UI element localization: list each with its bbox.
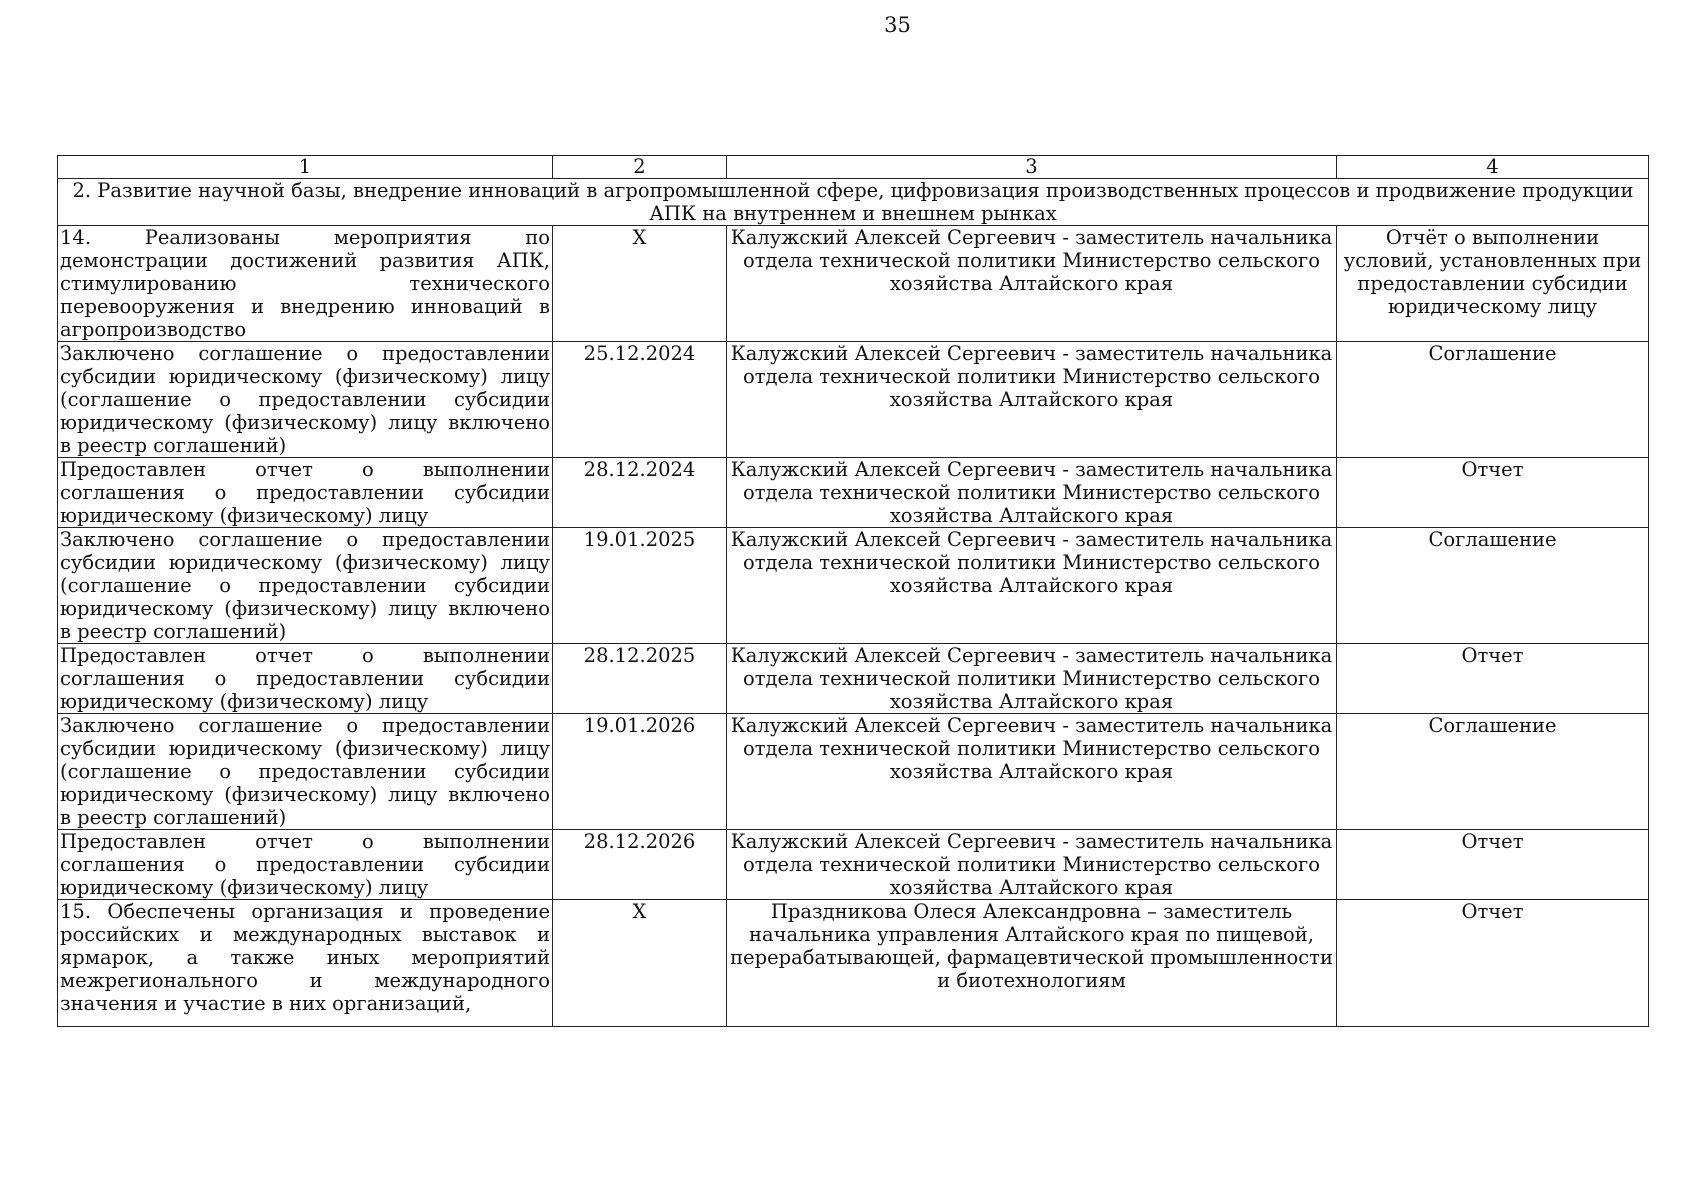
plan-table [57, 155, 1649, 1027]
column-number-2: 2 [553, 156, 727, 179]
date-cell: 28.12.2026 [553, 830, 727, 900]
table-row [58, 528, 1649, 644]
responsible-cell: Калужский Алексей Сергеевич - заместитель начальника отдела технической политики Министерство сельского хозяйства Алтайского края [727, 226, 1337, 342]
table-row [58, 900, 1649, 1027]
document-cell: Отчет [1337, 900, 1649, 1027]
document-cell: Соглашение [1337, 342, 1649, 458]
table-row [58, 644, 1649, 714]
date-cell: X [553, 900, 727, 1027]
date-cell: X [553, 226, 727, 342]
document-cell: Соглашение [1337, 528, 1649, 644]
document-cell: Отчет [1337, 644, 1649, 714]
page-number: 35 [884, 13, 911, 37]
section-row [58, 179, 1649, 226]
document-cell: Отчет [1337, 458, 1649, 528]
date-cell: 19.01.2026 [553, 714, 727, 830]
date-cell: 19.01.2025 [553, 528, 727, 644]
responsible-cell: Калужский Алексей Сергеевич - заместитель начальника отдела технической политики Министерство сельского хозяйства Алтайского края [727, 830, 1337, 900]
responsible-cell: Праздникова Олеся Александровна – заместитель начальника управления Алтайского края по пищевой, перерабатывающей, фармацевтической промышленности и биотехнологиям [727, 900, 1337, 1027]
event-cell: 15. Обеспечены организация и проведение российских и международных выставок и ярмарок, а также иных мероприятий межрегионального и международного значения и участие в них организаций, [58, 900, 553, 1027]
section-title: 2. Развитие научной базы, внедрение инноваций в агропромышленной сфере, цифровизация производственных процессов и продвижение продукции АПК на внутреннем и внешнем рынках [58, 179, 1649, 226]
table-row [58, 830, 1649, 900]
event-cell: Предоставлен отчет о выполнении соглашения о предоставлении субсидии юридическому (физическому) лицу [58, 830, 553, 900]
event-cell: 14. Реализованы мероприятия по демонстрации достижений развития АПК, стимулированию технического перевооружения и внедрению инноваций в агропроизводство [58, 226, 553, 342]
date-cell: 28.12.2024 [553, 458, 727, 528]
responsible-cell: Калужский Алексей Сергеевич - заместитель начальника отдела технической политики Министерство сельского хозяйства Алтайского края [727, 458, 1337, 528]
table-row [58, 458, 1649, 528]
responsible-cell: Калужский Алексей Сергеевич - заместитель начальника отдела технической политики Министерство сельского хозяйства Алтайского края [727, 644, 1337, 714]
table-row [58, 342, 1649, 458]
responsible-cell: Калужский Алексей Сергеевич - заместитель начальника отдела технической политики Министерство сельского хозяйства Алтайского края [727, 714, 1337, 830]
responsible-cell: Калужский Алексей Сергеевич - заместитель начальника отдела технической политики Министерство сельского хозяйства Алтайского края [727, 342, 1337, 458]
document-cell: Соглашение [1337, 714, 1649, 830]
column-number-1: 1 [58, 156, 553, 179]
responsible-cell: Калужский Алексей Сергеевич - заместитель начальника отдела технической политики Министерство сельского хозяйства Алтайского края [727, 528, 1337, 644]
table-row [58, 714, 1649, 830]
date-cell: 25.12.2024 [553, 342, 727, 458]
date-cell: 28.12.2025 [553, 644, 727, 714]
column-number-row [58, 156, 1649, 179]
event-cell: Заключено соглашение о предоставлении субсидии юридическому (физическому) лицу (соглашение о предоставлении субсидии юридическому (физическому) лицу включено в реестр соглашений) [58, 342, 553, 458]
event-cell: Заключено соглашение о предоставлении субсидии юридическому (физическому) лицу (соглашение о предоставлении субсидии юридическому (физическому) лицу включено в реестр соглашений) [58, 528, 553, 644]
document-cell: Отчёт о выполнении условий, установленных при предоставлении субсидии юридическому лицу [1337, 226, 1649, 342]
event-cell: Предоставлен отчет о выполнении соглашения о предоставлении субсидии юридическому (физическому) лицу [58, 458, 553, 528]
table-row [58, 226, 1649, 342]
column-number-3: 3 [727, 156, 1337, 179]
document-cell: Отчет [1337, 830, 1649, 900]
event-cell: Предоставлен отчет о выполнении соглашения о предоставлении субсидии юридическому (физическому) лицу [58, 644, 553, 714]
column-number-4: 4 [1337, 156, 1649, 179]
event-cell: Заключено соглашение о предоставлении субсидии юридическому (физическому) лицу (соглашение о предоставлении субсидии юридическому (физическому) лицу включено в реестр соглашений) [58, 714, 553, 830]
